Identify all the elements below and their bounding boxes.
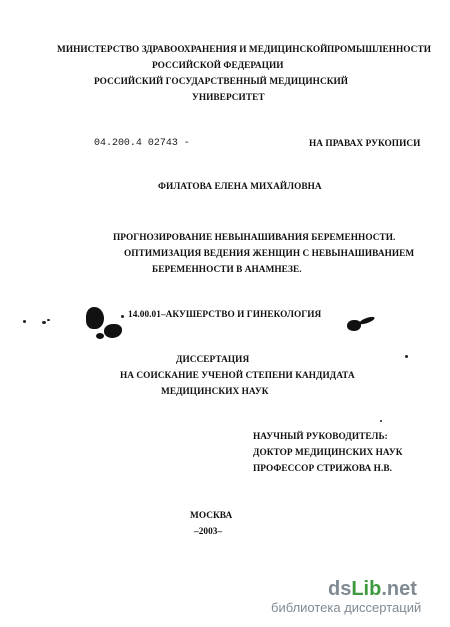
ink-blot: [104, 324, 122, 338]
manuscript-rights: НА ПРАВАХ РУКОПИСИ: [309, 139, 421, 149]
logo-lib: Lib: [351, 578, 382, 600]
ink-blot: [359, 315, 376, 325]
supervisor-degree: ДОКТОР МЕДИЦИНСКИХ НАУК: [253, 448, 403, 458]
supervisor-label: НАУЧНЫЙ РУКОВОДИТЕЛЬ:: [253, 432, 388, 442]
supervisor-name: ПРОФЕССОР СТРИЖОВА Н.В.: [253, 464, 392, 474]
ink-speck: [121, 315, 124, 318]
dslib-logo: [328, 578, 417, 601]
dissertation-label: ДИССЕРТАЦИЯ: [176, 355, 250, 365]
logo-suffix: .net: [381, 578, 417, 600]
ink-speck: [380, 420, 382, 422]
degree-line-2: МЕДИЦИНСКИХ НАУК: [161, 387, 269, 397]
thesis-title-line-1: ПРОГНОЗИРОВАНИЕ НЕВЫНАШИВАНИЯ БЕРЕМЕННОСТИ.: [113, 233, 396, 243]
university-line-1: РОССИЙСКИЙ ГОСУДАРСТВЕННЫЙ МЕДИЦИНСКИЙ: [94, 77, 349, 87]
year: –2003–: [194, 527, 223, 537]
specialty-code: 14.00.01–АКУШЕРСТВО И ГИНЕКОЛОГИЯ: [128, 310, 322, 320]
degree-line-1: НА СОИСКАНИЕ УЧЕНОЙ СТЕПЕНИ КАНДИДАТА: [120, 371, 355, 381]
ministry-line-1: МИНИСТЕРСТВО ЗДРАВООХРАНЕНИЯ И МЕДИЦИНСКОЙ: [57, 45, 328, 55]
thesis-title-line-2: ОПТИМИЗАЦИЯ ВЕДЕНИЯ ЖЕНЩИН С НЕВЫНАШИВАНИЕМ: [124, 249, 415, 259]
ink-speck: [405, 355, 408, 358]
city: МОСКВА: [190, 511, 233, 521]
watermark-subtitle: библиотека диссертаций: [271, 600, 422, 615]
ministry-line-2: РОССИЙСКОЙ ФЕДЕРАЦИИ: [152, 61, 284, 71]
author-name: ФИЛАТОВА ЕЛЕНА МИХАЙЛОВНА: [158, 182, 322, 192]
thesis-title-line-3: БЕРЕМЕННОСТИ В АНАМНЕЗЕ.: [152, 265, 302, 275]
ink-blot: [96, 333, 104, 339]
ink-speck: [42, 321, 46, 324]
ministry-line-1-right: ПРОМЫШЛЕННОСТИ: [327, 45, 431, 55]
ink-blot: [86, 307, 104, 329]
ink-speck: [47, 319, 50, 321]
ink-speck: [23, 320, 26, 323]
logo-prefix: ds: [328, 578, 352, 600]
stamp-number: 04.200.4 02743 -: [94, 137, 190, 149]
university-line-2: УНИВЕРСИТЕТ: [192, 93, 265, 103]
